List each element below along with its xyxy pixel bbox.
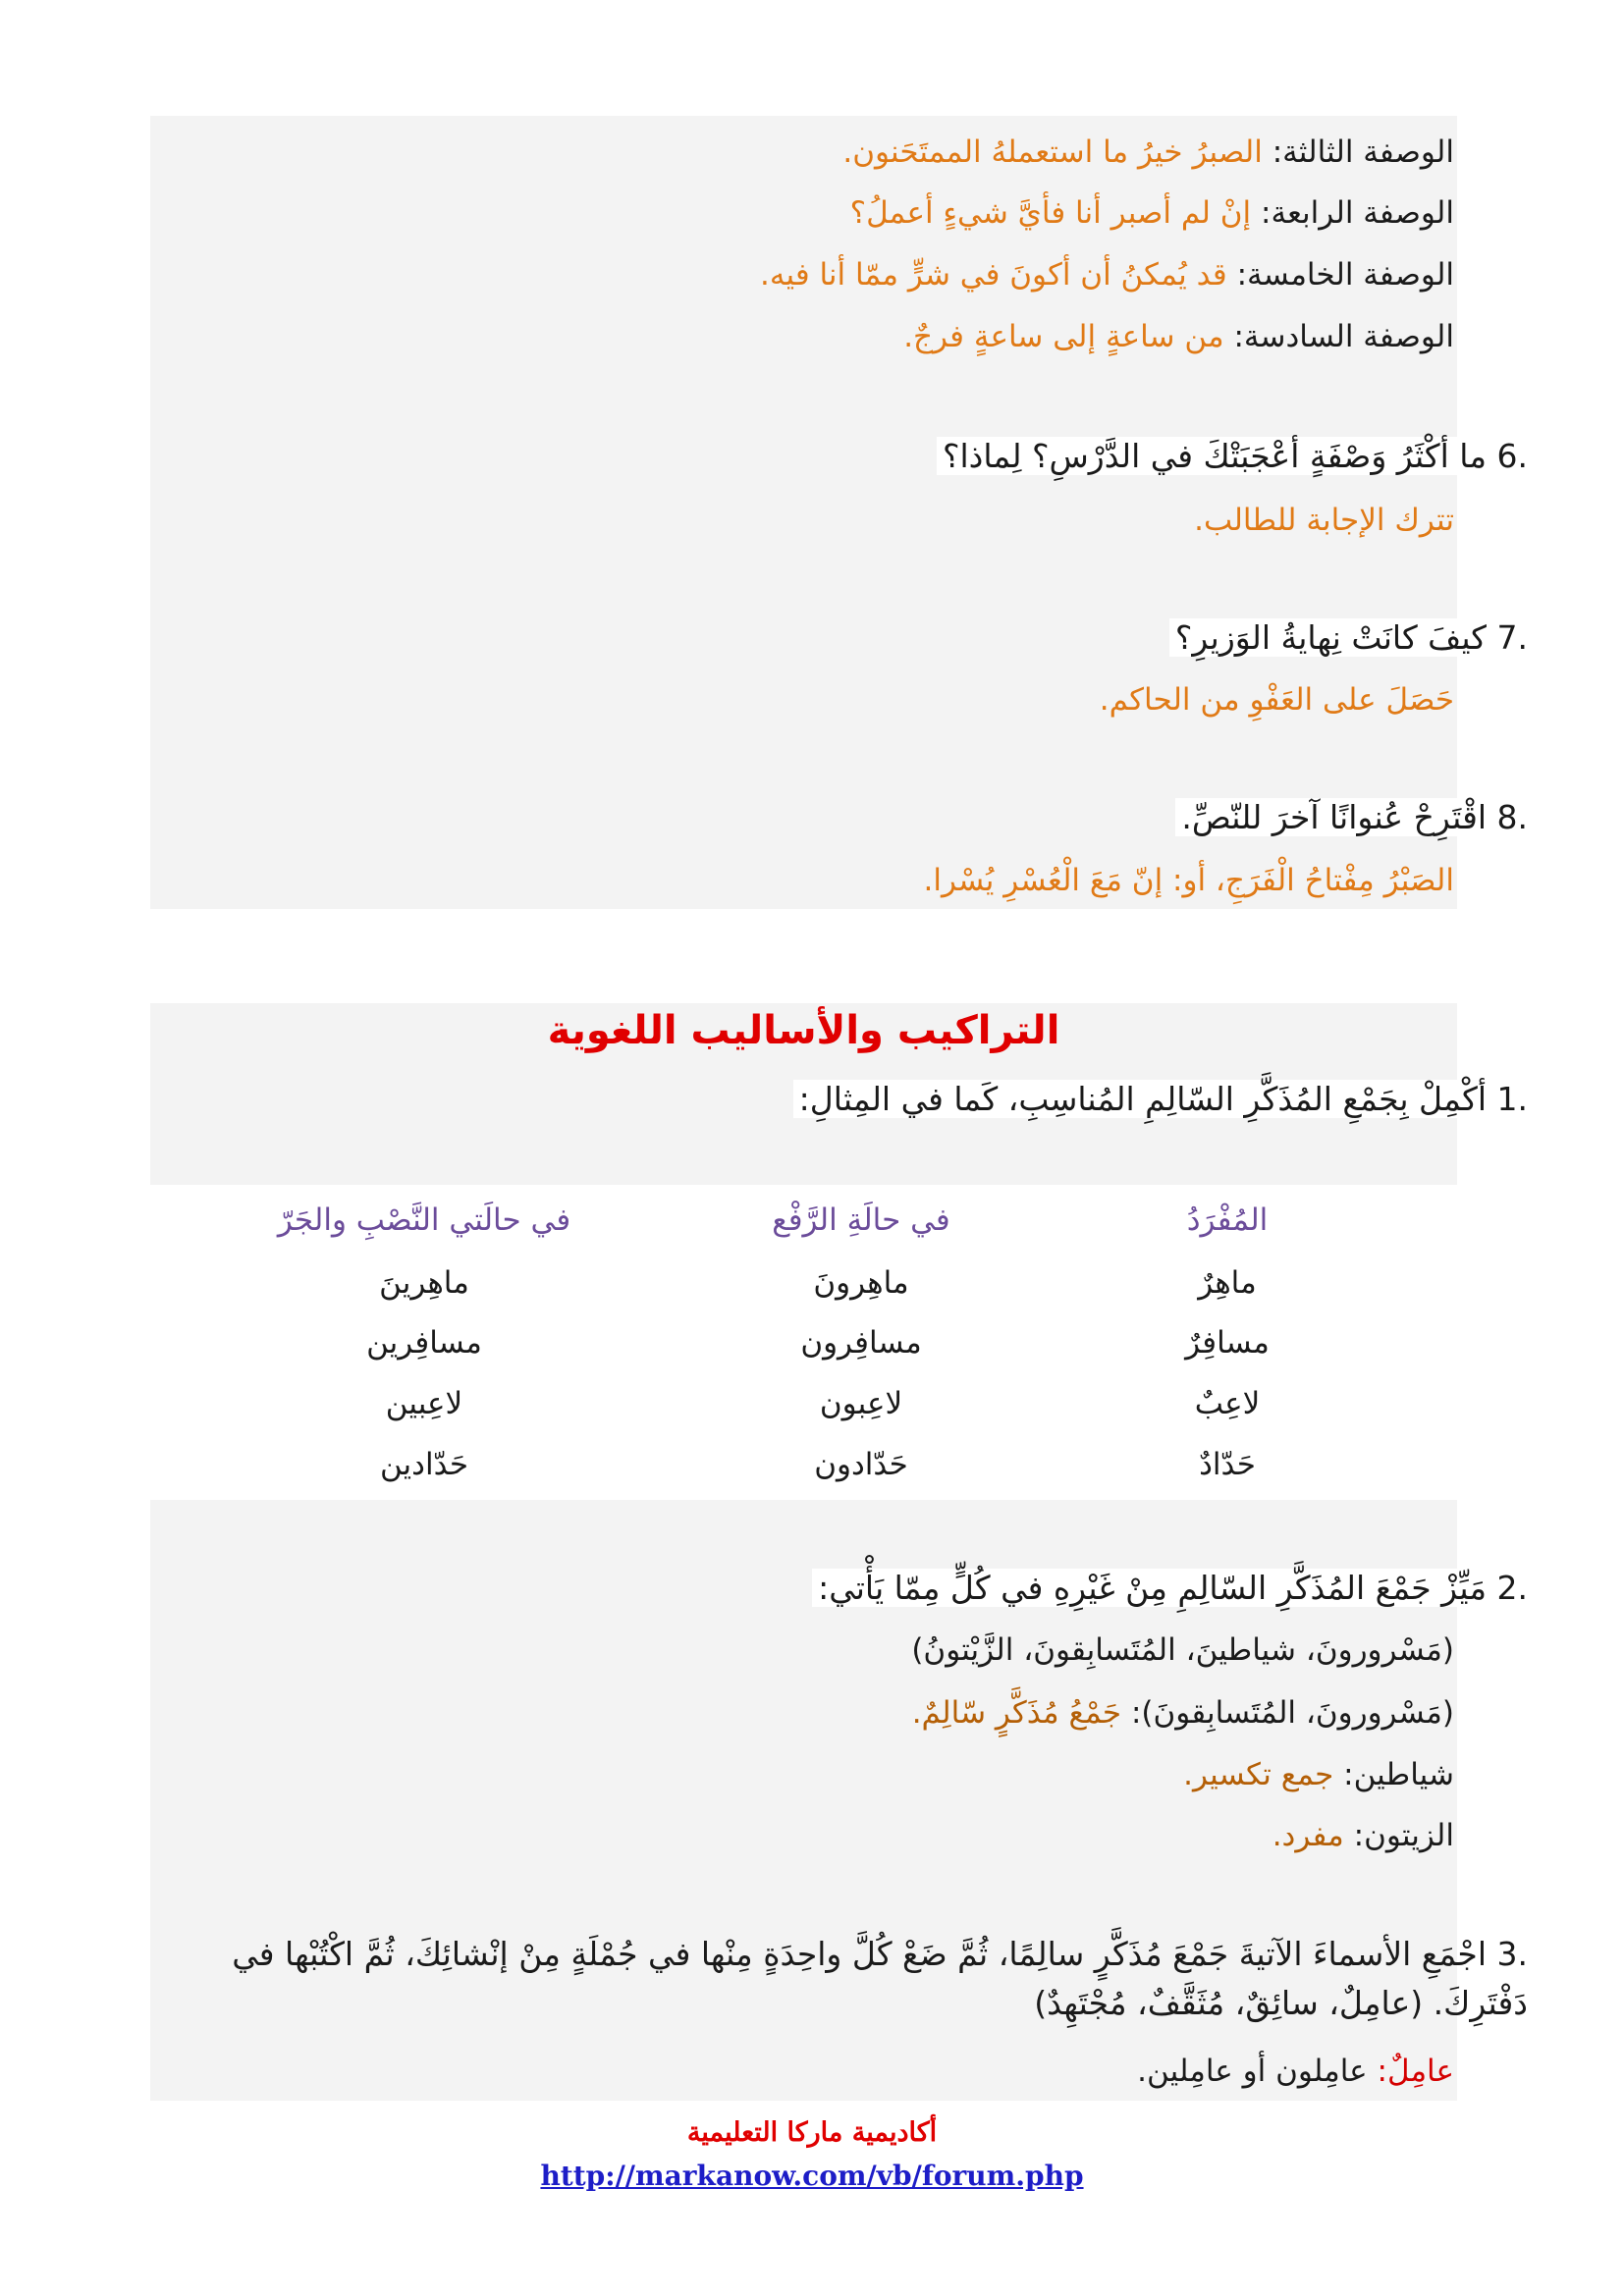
table-header-singular: المُفْرَدُ [1186, 1202, 1269, 1238]
table-cell: حَدّادون [814, 1447, 908, 1482]
exercise-1-question: .1 أكْمِلْ بِجَمْعِ المُذَكَّرِ السّالِمِ المُناسِبِ، كَما في المِثالِ: [793, 1075, 1528, 1124]
table-cell: لاعِبٌ [1194, 1386, 1261, 1421]
answer-8: الصَبْرُ مِفْتاحُ الْفَرَجِ، أو: إنّ مَعَ الْعُسْرِ يُسْرا. [923, 863, 1454, 898]
recipe-line: الوصفة السادسة: من ساعةٍ إلى ساعةٍ فرجٌ. [903, 319, 1454, 354]
table-cell: لاعِبين [385, 1386, 463, 1421]
exercise-2-answer: شياطين: جمع تكسير. [1183, 1757, 1454, 1792]
table-cell: ماهِرٌ [1198, 1265, 1257, 1301]
recipe-line: الوصفة الخامسة: قد يُمكنُ أن أكونَ في شرٍّ ممّا أنا فيه. [759, 257, 1454, 293]
section-title: التراكيب والأساليب اللغوية [547, 1008, 1060, 1053]
recipe-line: الوصفة الرابعة: إنْ لم أصبر أنا فأيَّ شيءٍ أعملُ؟ [849, 195, 1454, 231]
answer-7: حَصَلَ على العَفْوِ من الحاكم. [1099, 682, 1454, 718]
table-cell: مسافِرون [800, 1325, 922, 1361]
exercise-2-answer: الزيتون: مفرد. [1272, 1818, 1454, 1853]
question-8: .8 اقْتَرِحْ عُنوانًا آخرَ للنّصِّ. [1175, 793, 1528, 842]
answer-6: تترك الإجابة للطالب. [1194, 503, 1454, 538]
question-7: .7 كيفَ كانَتْ نِهايةُ الوَزيرِ؟ [1169, 614, 1528, 663]
exercise-3-question: .3 اجْمَعِ الأسماءَ الآتيةَ جَمْعَ مُذَكَّرٍ سالِمًا، ثُمَّ ضَعْ كُلَّ واحِدَةٍ مِنْها في جُمْلَةٍ مِنْ إنْشائِكَ، ثُمَّ اكْتُبْها في دَفْتَرِكَ. (عامِلٌ، سائِقٌ، مُثَقَّفٌ، مُجْتَهِدٌ) [232, 1935, 1528, 2022]
table-header-accusative: في حالَتي النَّصْبِ والجَرّ [277, 1202, 571, 1238]
recipe-line: الوصفة الثالثة: الصبرُ خيرُ ما استعملهُ الممتَحَنون. [842, 134, 1454, 170]
table-cell: مسافِرٌ [1185, 1325, 1270, 1361]
footer-title: أكاديمية ماركا التعليمية [686, 2117, 938, 2148]
table-header-nominative: في حالَةِ الرَّفْع [772, 1202, 950, 1238]
table-cell: مسافِرين [366, 1325, 482, 1361]
exercise-3-answer: عامِلٌ: عامِلون أو عامِلين. [1137, 2054, 1454, 2089]
exercise-2-list: (مَسْرورونَ، شياطينَ، المُتَسابِقونَ، الزَّيْتونُ) [911, 1632, 1454, 1668]
table-cell: ماهِرينَ [379, 1265, 469, 1301]
exercise-2-question: .2 مَيِّزْ جَمْعَ المُذَكَّرِ السّالِمِ مِنْ غَيْرِهِ في كُلٍّ مِمّا يَأْتي: [812, 1564, 1528, 1613]
table-cell: لاعِبون [819, 1386, 903, 1421]
table-cell: ماهِرونَ [813, 1265, 909, 1301]
table-cell: حَدّادٌ [1199, 1447, 1256, 1482]
question-6: .6 ما أكْثَرُ وَصْفَةٍ أعْجَبَتْكَ في الدَّرْسِ؟ لِماذا؟ [937, 432, 1528, 481]
table-cell: حَدّادين [379, 1447, 469, 1482]
exercise-2-answer: (مَسْرورونَ، المُتَسابِقونَ): جَمْعُ مُذَكَّرٍ سّالِمٌ. [911, 1695, 1454, 1731]
footer-link[interactable]: http://markanow.com/vb/forum.php [540, 2160, 1084, 2192]
